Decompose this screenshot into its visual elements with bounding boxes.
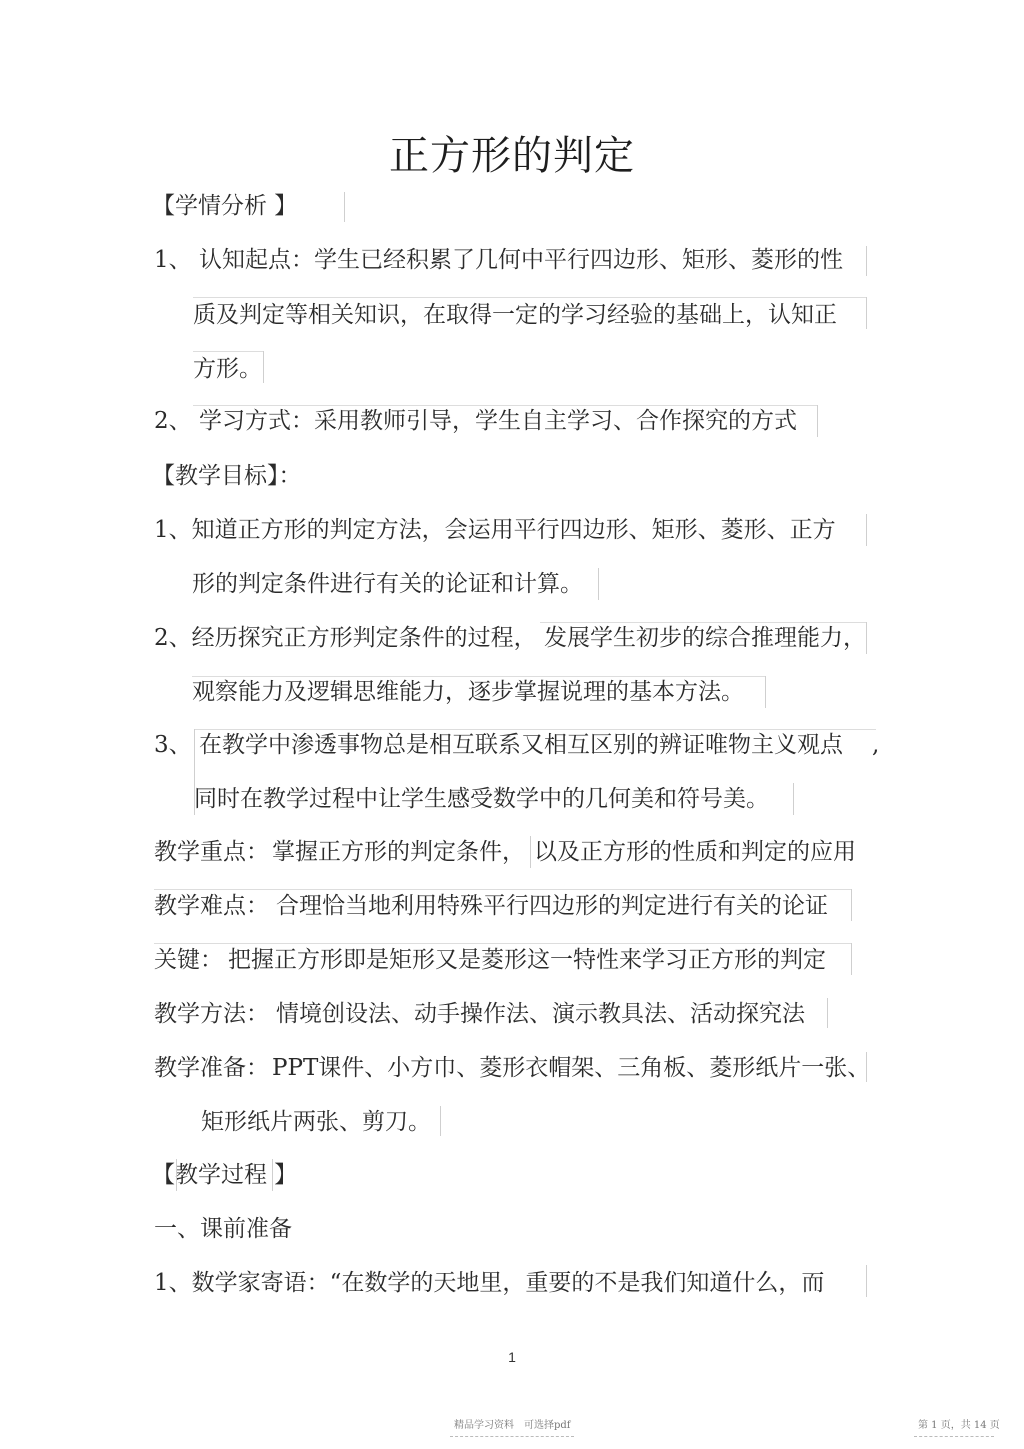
text-cursor-mark <box>440 1106 441 1136</box>
paragraph-line: 方形。 <box>193 356 262 382</box>
paragraph-line: 合理恰当地利用特殊平行四边形的判定进行有关的论证 <box>276 893 828 919</box>
paragraph-line: 1、知道正方形的判定方法，会运用平行四边形、矩形、菱形、正方 <box>154 517 836 543</box>
section-heading-learning-analysis: 【学情分析 】 <box>152 193 298 219</box>
paragraph-line: 2、 学习方式：采用教师引导，学生自主学习、合作探究的方式 <box>154 408 797 434</box>
section-heading-teaching-goals: 【教学目标】： <box>152 463 302 489</box>
page-number: 1 <box>508 1349 516 1365</box>
footer-watermark-text: 精品学习资料 可选择pdf <box>454 1420 571 1431</box>
paragraph-line: 同时在教学过程中让学生感受数学中的几何美和符号美。 <box>194 786 769 812</box>
paragraph-line: 教学方法： <box>154 1001 269 1027</box>
subsection-heading: 一、课前准备 <box>154 1216 292 1242</box>
text-box-edge <box>194 729 876 730</box>
text-cursor-mark <box>866 1052 867 1082</box>
section-heading-teaching-process: 【教学过程 】 <box>152 1162 298 1188</box>
paragraph-line: 教学难点： <box>154 893 269 919</box>
text-box-edge <box>540 622 866 623</box>
text-cursor-mark <box>344 192 345 222</box>
text-cursor-mark <box>851 889 852 921</box>
text-box-edge <box>192 676 765 677</box>
footer-dashed-rule <box>450 1436 574 1437</box>
paragraph-line: PPT课件、小方巾、菱形衣帽架、三角板、菱形纸片一张、 <box>272 1055 871 1081</box>
text-cursor-mark <box>866 1265 867 1297</box>
text-cursor-mark <box>765 676 766 708</box>
paragraph-line: 教学准备： <box>154 1055 269 1081</box>
text-box-edge <box>193 405 817 406</box>
text-box-edge <box>193 297 866 298</box>
paragraph-line: 2、经历探究正方形判定条件的过程， <box>154 625 537 651</box>
paragraph-line: 发展学生初步的综合推理能力， <box>544 625 866 651</box>
paragraph-line: 矩形纸片两张、剪刀。 <box>201 1109 431 1135</box>
paragraph-line: 教学重点： <box>154 839 269 865</box>
text-cursor-mark <box>866 297 867 329</box>
paragraph-line: 把握正方形即是矩形又是菱形这一特性来学习正方形的判定 <box>228 947 826 973</box>
text-box-edge <box>194 729 195 815</box>
text-cursor-mark <box>851 943 852 975</box>
paragraph-line: 质及判定等相关知识，在取得一定的学习经验的基础上，认知正 <box>193 302 837 328</box>
text-cursor-mark <box>827 998 828 1028</box>
text-box-edge <box>272 1159 273 1191</box>
paragraph-line: 形的判定条件进行有关的论证和计算。 <box>192 571 583 597</box>
text-box-edge <box>193 351 263 352</box>
text-cursor-mark <box>866 622 867 654</box>
text-cursor-mark <box>263 351 264 383</box>
paragraph-line: 掌握正方形的判定条件， <box>272 839 525 865</box>
paragraph-line: 观察能力及逻辑思维能力，逐步掌握说理的基本方法。 <box>192 679 744 705</box>
paragraph-line: 1、 认知起点：学生已经积累了几何中平行四边形、矩形、菱形的性 <box>154 247 843 273</box>
text-box-edge <box>154 889 851 890</box>
paragraph-line: 情境创设法、动手操作法、演示教具法、活动探究法 <box>276 1001 805 1027</box>
paragraph-line: 3、 在教学中渗透事物总是相互联系又相互区别的辨证唯物主义观点 <box>154 732 843 758</box>
text-cursor-mark <box>793 783 794 815</box>
paragraph-line: , <box>872 732 880 758</box>
paragraph-line: 1、数学家寄语：“在数学的天地里，重要的不是我们知道什么，而 <box>154 1270 825 1296</box>
text-box-edge <box>176 1159 177 1191</box>
text-cursor-mark <box>598 568 599 600</box>
text-box-edge <box>154 943 851 944</box>
text-cursor-mark <box>866 514 867 546</box>
text-cursor-mark <box>530 836 531 868</box>
paragraph-line: 关键： <box>154 947 223 973</box>
footer-page-count: 第 1 页，共 14 页 <box>918 1420 1000 1431</box>
paragraph-line: 以及正方形的性质和判定的应用 <box>534 839 856 865</box>
text-cursor-mark <box>817 405 818 437</box>
page-title: 正方形的判定 <box>389 133 635 179</box>
text-cursor-mark <box>866 246 867 276</box>
footer-dashed-rule <box>914 1436 994 1437</box>
